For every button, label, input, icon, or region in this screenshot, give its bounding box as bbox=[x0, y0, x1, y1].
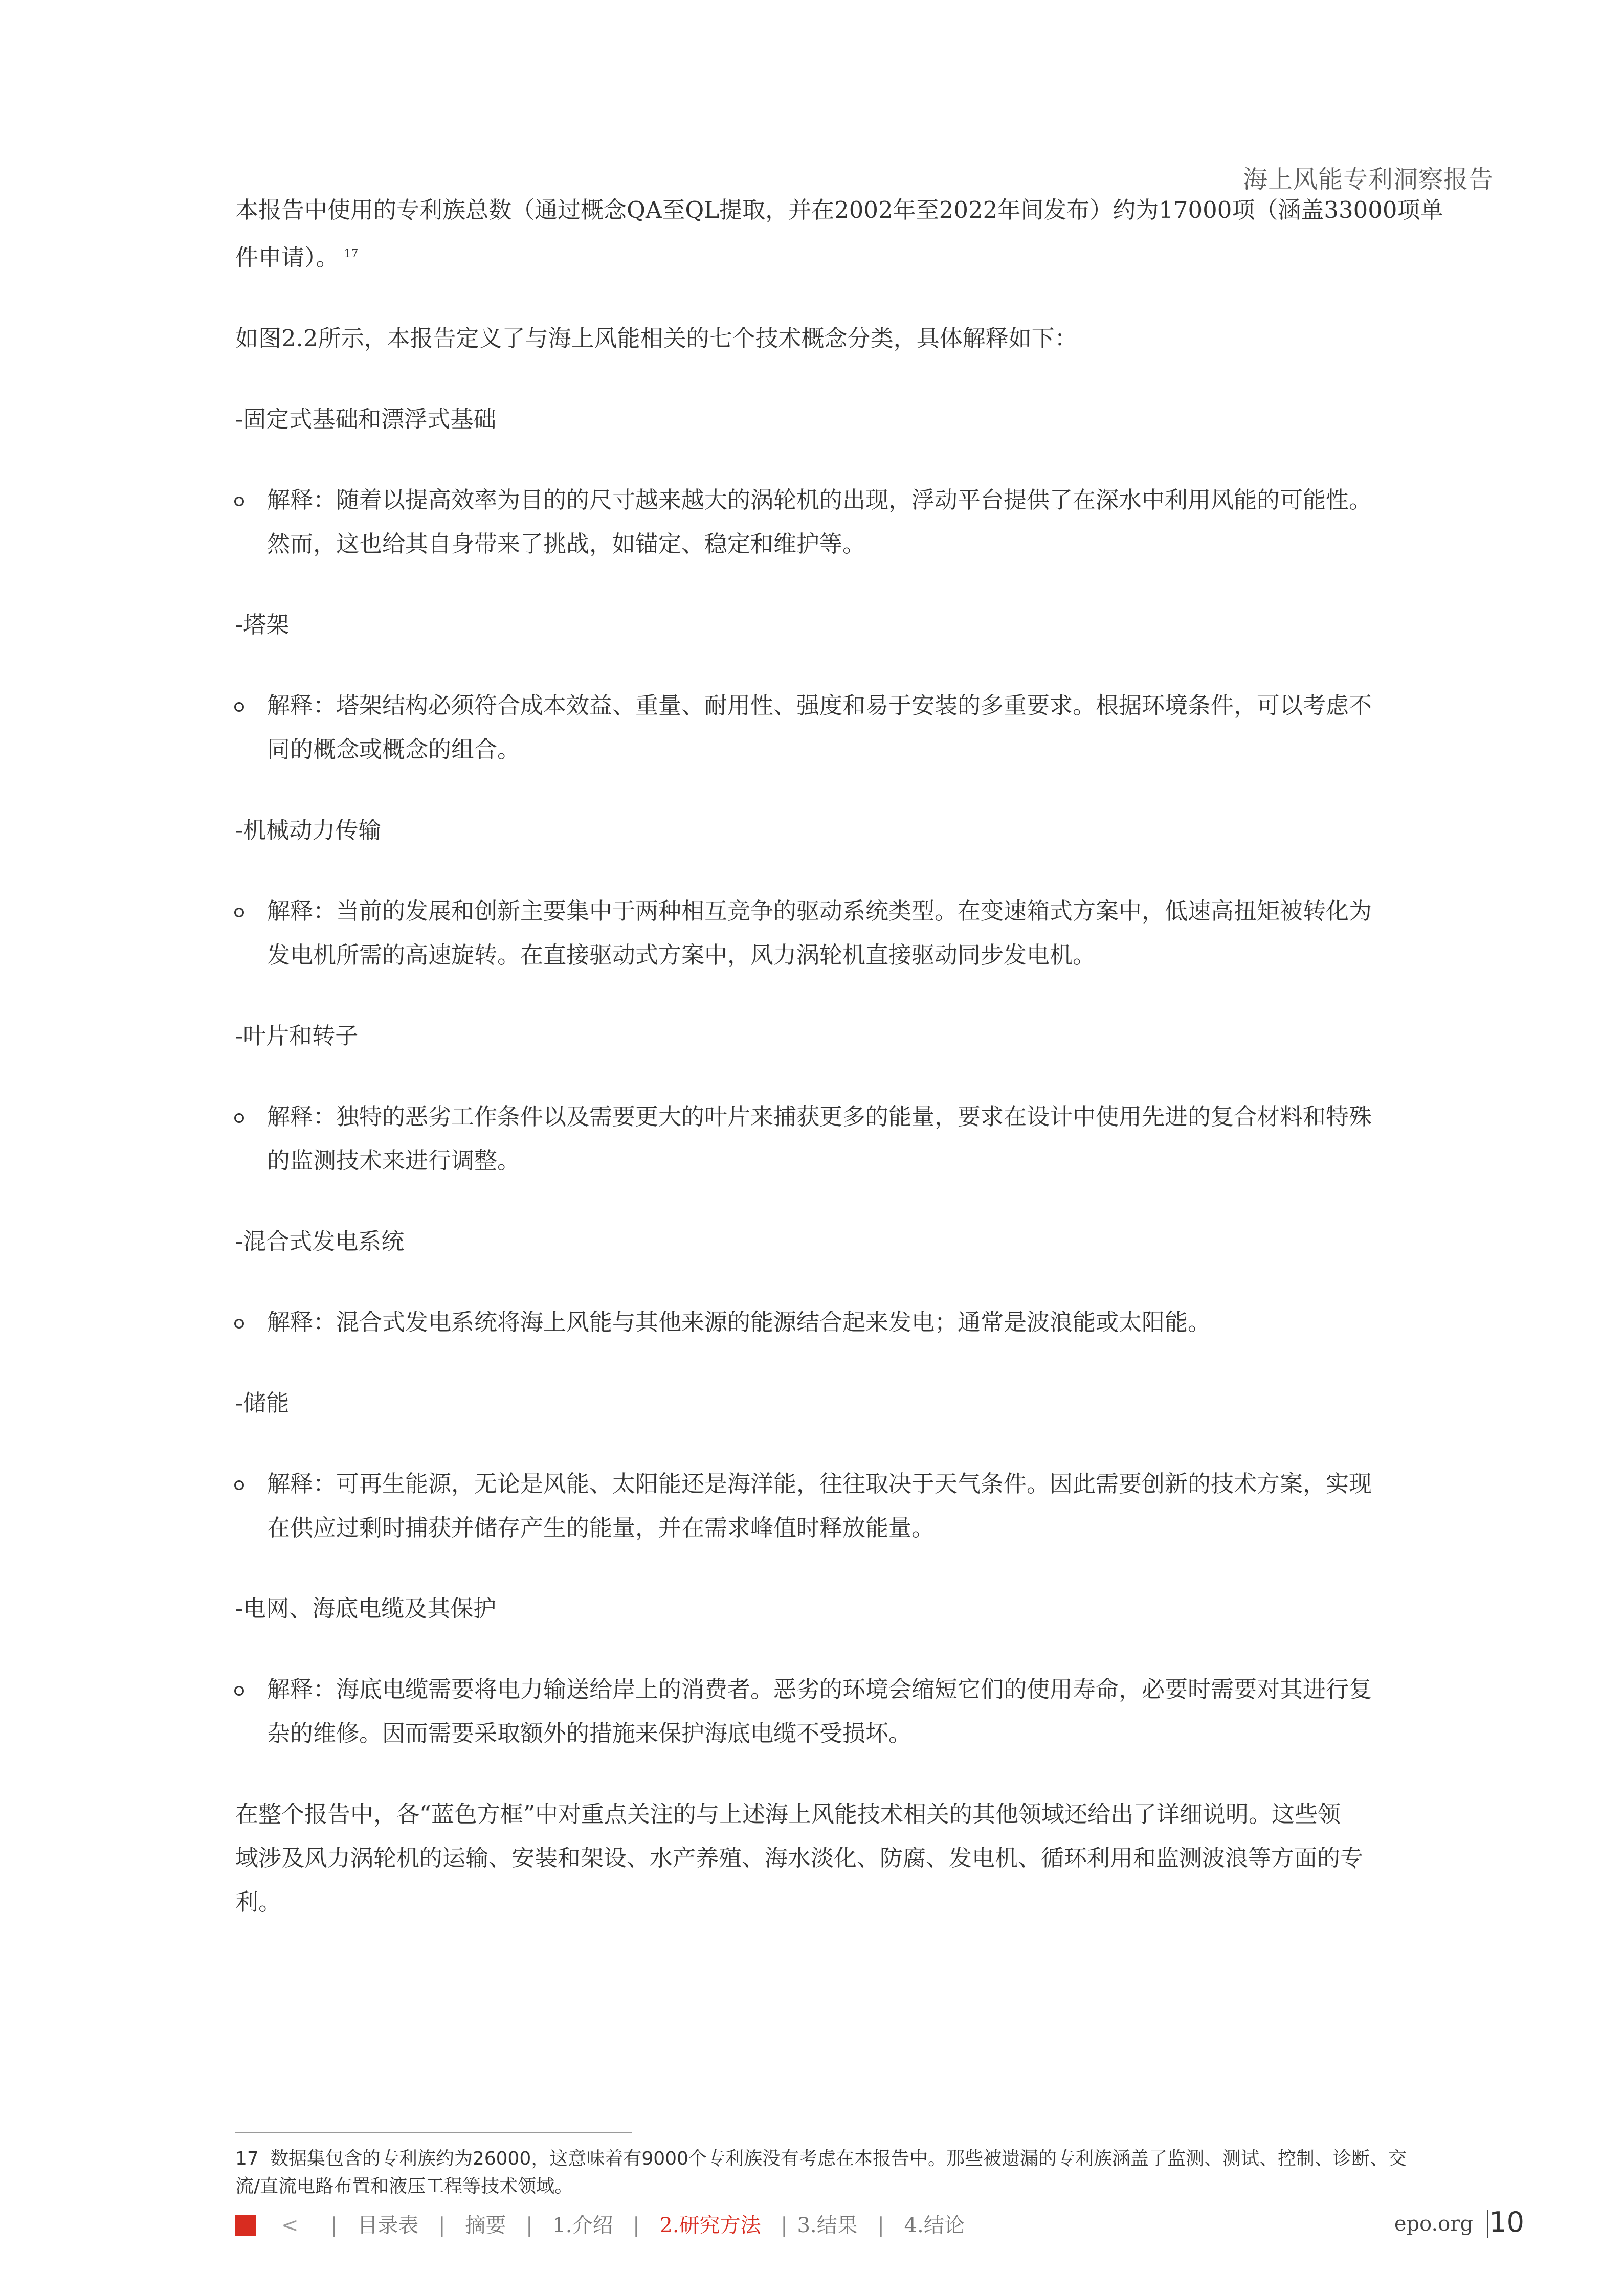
site-link[interactable]: epo.org bbox=[1394, 2212, 1473, 2236]
figure-reference: 如图2.2所示，本报告定义了与海上风能相关的七个技术概念分类，具体解释如下： bbox=[235, 325, 1078, 352]
explanation-line: 解释：混合式发电系统将海上风能与其他来源的能源结合起来发电；通常是波浪能或太阳能。 bbox=[267, 1309, 1211, 1336]
concept-heading: -混合式发电系统 bbox=[235, 1228, 405, 1255]
explanation-line: 解释：可再生能源，无论是风能、太阳能还是海洋能，往往取决于天气条件。因此需要创新的技术方案，实现 bbox=[267, 1470, 1372, 1497]
explanation-line: 同的概念或概念的组合。 bbox=[267, 736, 521, 763]
concept-heading: -储能 bbox=[235, 1389, 290, 1416]
bullet-circle-icon bbox=[234, 908, 244, 917]
bullet-circle-icon bbox=[234, 497, 244, 506]
bullet-circle-icon bbox=[234, 1113, 244, 1123]
closing-line: 在整个报告中，各“蓝色方框”中对重点关注的与上述海上风能技术相关的其他领域还给出了详细说明。这些领 bbox=[235, 1800, 1341, 1828]
closing-line: 利。 bbox=[235, 1888, 282, 1916]
concept-explanation bbox=[235, 1300, 1453, 1344]
nav-link-summary[interactable]: 摘要 bbox=[465, 2214, 506, 2237]
nav-separator: | bbox=[438, 2214, 446, 2237]
bullet-circle-icon bbox=[234, 1686, 244, 1696]
footnote-line-1 bbox=[235, 2145, 1524, 2173]
concept-heading: -叶片和转子 bbox=[235, 1022, 359, 1049]
explanation-line: 杂的维修。因而需要采取额外的措施来保护海底电缆不受损坏。 bbox=[267, 1720, 912, 1747]
concept-heading: -固定式基础和漂浮式基础 bbox=[235, 406, 497, 433]
concept-explanation bbox=[235, 1095, 1453, 1183]
footnote-text: 数据集包含的专利族约为26000，这意味着有9000个专利族没有考虑在本报告中。那些被遗漏的专利族涵盖了监测、测试、控制、诊断、交 bbox=[270, 2148, 1407, 2169]
explanation-line: 发电机所需的高速旋转。在直接驱动式方案中，风力涡轮机直接驱动同步发电机。 bbox=[267, 941, 1096, 969]
footnote-ref[interactable]: 17 bbox=[344, 247, 359, 260]
nav-link-conclusion[interactable]: 4.结论 bbox=[904, 2214, 965, 2237]
bullet-circle-icon bbox=[234, 702, 244, 712]
intro-line-2-text: 件申请）。 bbox=[235, 244, 339, 271]
closing-line: 域涉及风力涡轮机的运输、安装和架设、水产养殖、海水淡化、防腐、发电机、循环利用和监测波浪等方面的专 bbox=[235, 1844, 1364, 1872]
nav-separator: | bbox=[877, 2214, 884, 2237]
footnote bbox=[235, 2145, 1524, 2200]
concept-heading: -电网、海底电缆及其保护 bbox=[235, 1595, 497, 1622]
footer-navigation bbox=[281, 2209, 965, 2238]
nav-separator: | bbox=[781, 2214, 788, 2237]
bullet-circle-icon bbox=[234, 1480, 244, 1490]
explanation-line: 解释：独特的恶劣工作条件以及需要更大的叶片来捕获更多的能量，要求在设计中使用先进的复合材料和特殊 bbox=[267, 1103, 1372, 1130]
concept-explanation bbox=[235, 889, 1453, 977]
concept-explanation bbox=[235, 478, 1453, 566]
footnote-divider bbox=[235, 2132, 632, 2133]
previous-page-chevron-icon[interactable]: < bbox=[281, 2214, 299, 2237]
explanation-line: 解释：随着以提高效率为目的的尺寸越来越大的涡轮机的出现，浮动平台提供了在深水中利用风能的可能性。 bbox=[267, 486, 1372, 513]
page-footer bbox=[235, 2204, 1524, 2240]
intro-line-2 bbox=[235, 232, 1453, 280]
explanation-line: 在供应过剩时捕获并储存产生的能量，并在需求峰值时释放能量。 bbox=[267, 1514, 935, 1541]
nav-separator: | bbox=[330, 2214, 338, 2237]
nav-separator: | bbox=[526, 2214, 533, 2237]
intro-line-1: 本报告中使用的专利族总数（通过概念QA至QL提取，并在2002年至2022年间发布）约为17000项（涵盖33000项单 bbox=[235, 196, 1443, 223]
explanation-line: 解释：海底电缆需要将电力输送给岸上的消费者。恶劣的环境会缩短它们的使用寿命，必要时需要对其进行复 bbox=[267, 1676, 1372, 1703]
nav-link-toc[interactable]: 目录表 bbox=[357, 2214, 419, 2237]
concept-heading: -塔架 bbox=[235, 611, 290, 638]
report-title: 海上风能专利洞察报告 bbox=[1242, 165, 1494, 194]
explanation-line: 的监测技术来进行调整。 bbox=[267, 1147, 521, 1174]
explanation-line: 解释：塔架结构必须符合成本效益、重量、耐用性、强度和易于安装的多重要求。根据环境条件，可以考虑不 bbox=[267, 692, 1372, 719]
concept-explanation bbox=[235, 684, 1453, 772]
page-number: 10 bbox=[1489, 2206, 1524, 2238]
footnote-number: 17 bbox=[235, 2148, 259, 2169]
page-number-divider bbox=[1487, 2210, 1488, 2238]
concept-explanation bbox=[235, 1668, 1453, 1755]
main-content bbox=[235, 188, 1453, 1924]
concept-heading: -机械动力传输 bbox=[235, 817, 382, 844]
explanation-line: 然而，这也给其自身带来了挑战，如锚定、稳定和维护等。 bbox=[267, 530, 866, 557]
bullet-circle-icon bbox=[234, 1319, 244, 1329]
footnote-line-2: 流/直流电路布置和液压工程等技术领域。 bbox=[235, 2176, 573, 2197]
explanation-line: 解释：当前的发展和创新主要集中于两种相互竞争的驱动系统类型。在变速箱式方案中，低速高扭矩被转化为 bbox=[267, 897, 1372, 925]
nav-separator: | bbox=[633, 2214, 640, 2237]
nav-link-introduction[interactable]: 1.介绍 bbox=[552, 2214, 613, 2237]
concept-explanation bbox=[235, 1462, 1453, 1550]
nav-link-methodology[interactable]: 2.研究方法 bbox=[659, 2214, 761, 2237]
nav-link-results[interactable]: 3.结果 bbox=[797, 2214, 858, 2237]
epo-logo-square-icon bbox=[235, 2215, 256, 2236]
